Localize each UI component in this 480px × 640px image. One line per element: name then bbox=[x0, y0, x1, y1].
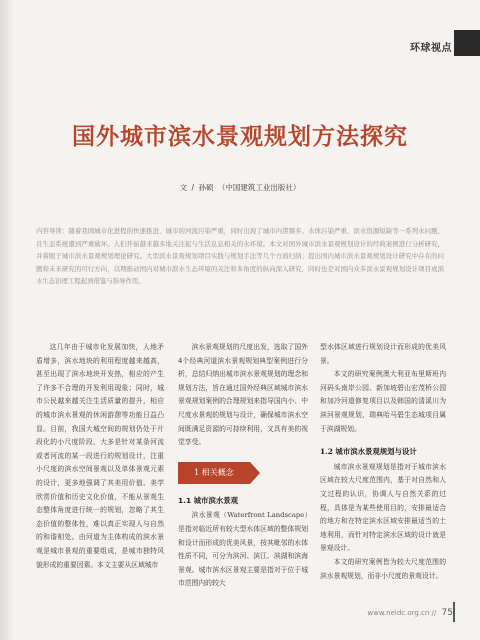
article-byline: 文 / 孙硕 （中国建筑工业出版社） bbox=[179, 183, 301, 192]
body-column-2 bbox=[178, 341, 308, 591]
body-paragraph: 本文的研究案例澳大利亚布里斯班内河码头南岸公园、新加坡碧山宏茂桥公园和加冷河道修复项目以及韩国的清溪川为滨河景观规划，瑞典哈马碧生态城项目属于滨湖规划。 bbox=[320, 370, 446, 433]
page-number: 75 bbox=[441, 608, 453, 618]
body-column-1 bbox=[36, 341, 164, 572]
section-tag: 环球视点 bbox=[410, 43, 452, 54]
body-paragraph: 型水体区域进行规划设计而形成的优美风景。 bbox=[320, 343, 446, 365]
body-paragraph: 滨水景观规划的尺度出发，选取了国外4个经典河道滨水景观规划典型案例进行分析，总结归纳出城市滨水景观规划的理念和规划方法，旨在通过国外经典区域城市滨水景观规划案例的合理规划来指导国内小、中尺度水景观的规划与设计，确保城市滨水空间既满足资源的可持续利用，又具有美的视觉享受。 bbox=[178, 343, 308, 447]
body-paragraph: 城市滨水景观规划是指对于城市滨水区域在较大尺度范围内，基于对自然和人文过程的认识，协调人与自然关系的过程，具体是为某些使用目的，安排最适合的地方和在特定滨水区域安排最适当的土地利用，而针对特定滨水区域的设计就是景观设计。 bbox=[320, 462, 446, 553]
subsection-heading: 1.1 城市滨水景观 bbox=[178, 495, 239, 505]
page-footer bbox=[367, 608, 453, 618]
footer-rule bbox=[453, 602, 455, 622]
header-accent-bar bbox=[454, 30, 480, 56]
body-paragraph: 这几年由于城市化发展加快，人地矛盾增多，滨水地块的利用程度越来越高，甚至出现了滨水地块开发热，相应的产生了许多不合理的开发利用现象；同时，城市公民越来越关注生活质量的提升，相应的城市滨水景观的休闲游憩等功能日益凸显。目前，我国大城空间的规划仍处于片段化的小尺度阶段，大多是针对某条河流或者河流的某一段进行的规划设计，注重小尺度的滨水空间景观以及单体景观元素的设计，更多地强调了其美用价值、美学欣赏价值和历史文化价值，不能从景观生态整体角度进行统一的规划，忽略了其生态价值的整体性，难以真正实现人与自然的和谐相处。由河道为主体构成的滨水景观是城市景观的重要组成，是城市独特风貌形成的重要因素。本文主要从区域城市 bbox=[36, 343, 164, 569]
body-column-3 bbox=[320, 341, 446, 583]
binding-shadow bbox=[0, 0, 14, 640]
subsection-heading: 1.2 城市滨水景观规划与设计 bbox=[320, 447, 417, 457]
footer-separator: // bbox=[431, 609, 437, 617]
body-paragraph: 滨水景观（Waterfront Landscape）是指对临近所有较大型水体区域的整体规划和设计而形成的优美风景，按其毗邻的水体性质不同，可分为滨河、滨江、滨湖和滨海景观。城市滨水区景观主要是指对于位于城市范围内的较大 bbox=[178, 511, 308, 588]
section-banner: 1 相关概念 bbox=[178, 462, 250, 484]
body-paragraph: 本文的研究案例皆为较大尺度范围的滨水景观规划，而非小尺度的景观设计。 bbox=[320, 557, 446, 580]
article-abstract: 内容导读：随着我国城市化进程的快速推进，城市的河流污染严重，同时出现了城市内涝频多、水体污染严重、滨水资源短缺等一系列水问题，且生态系统遭到严重破坏。人们开始越来越多地关注起与生活息息相关的水环境。本文对国外城市滨水景观规划设计的经典案例进行分析研究，并着眼于城市滨水景观规划理论研究。大型滨水景观规划项目实践与规划手法等几个方面归纳；提出国内城市滨水景观规划设计研究中存在的问题和未来研究的可行方向，以期推动国内对城市滨水生态环境的关注和多角度的纵向深入研究，同时也是对国内众多滨水景观规划设计项目或滨水生态治理工程起到借鉴与指导作用。 bbox=[36, 227, 444, 285]
footer-url: www.neidc.org.cn bbox=[367, 609, 430, 617]
article-title: 国外城市滨水景观规划方法探究 bbox=[72, 123, 408, 150]
